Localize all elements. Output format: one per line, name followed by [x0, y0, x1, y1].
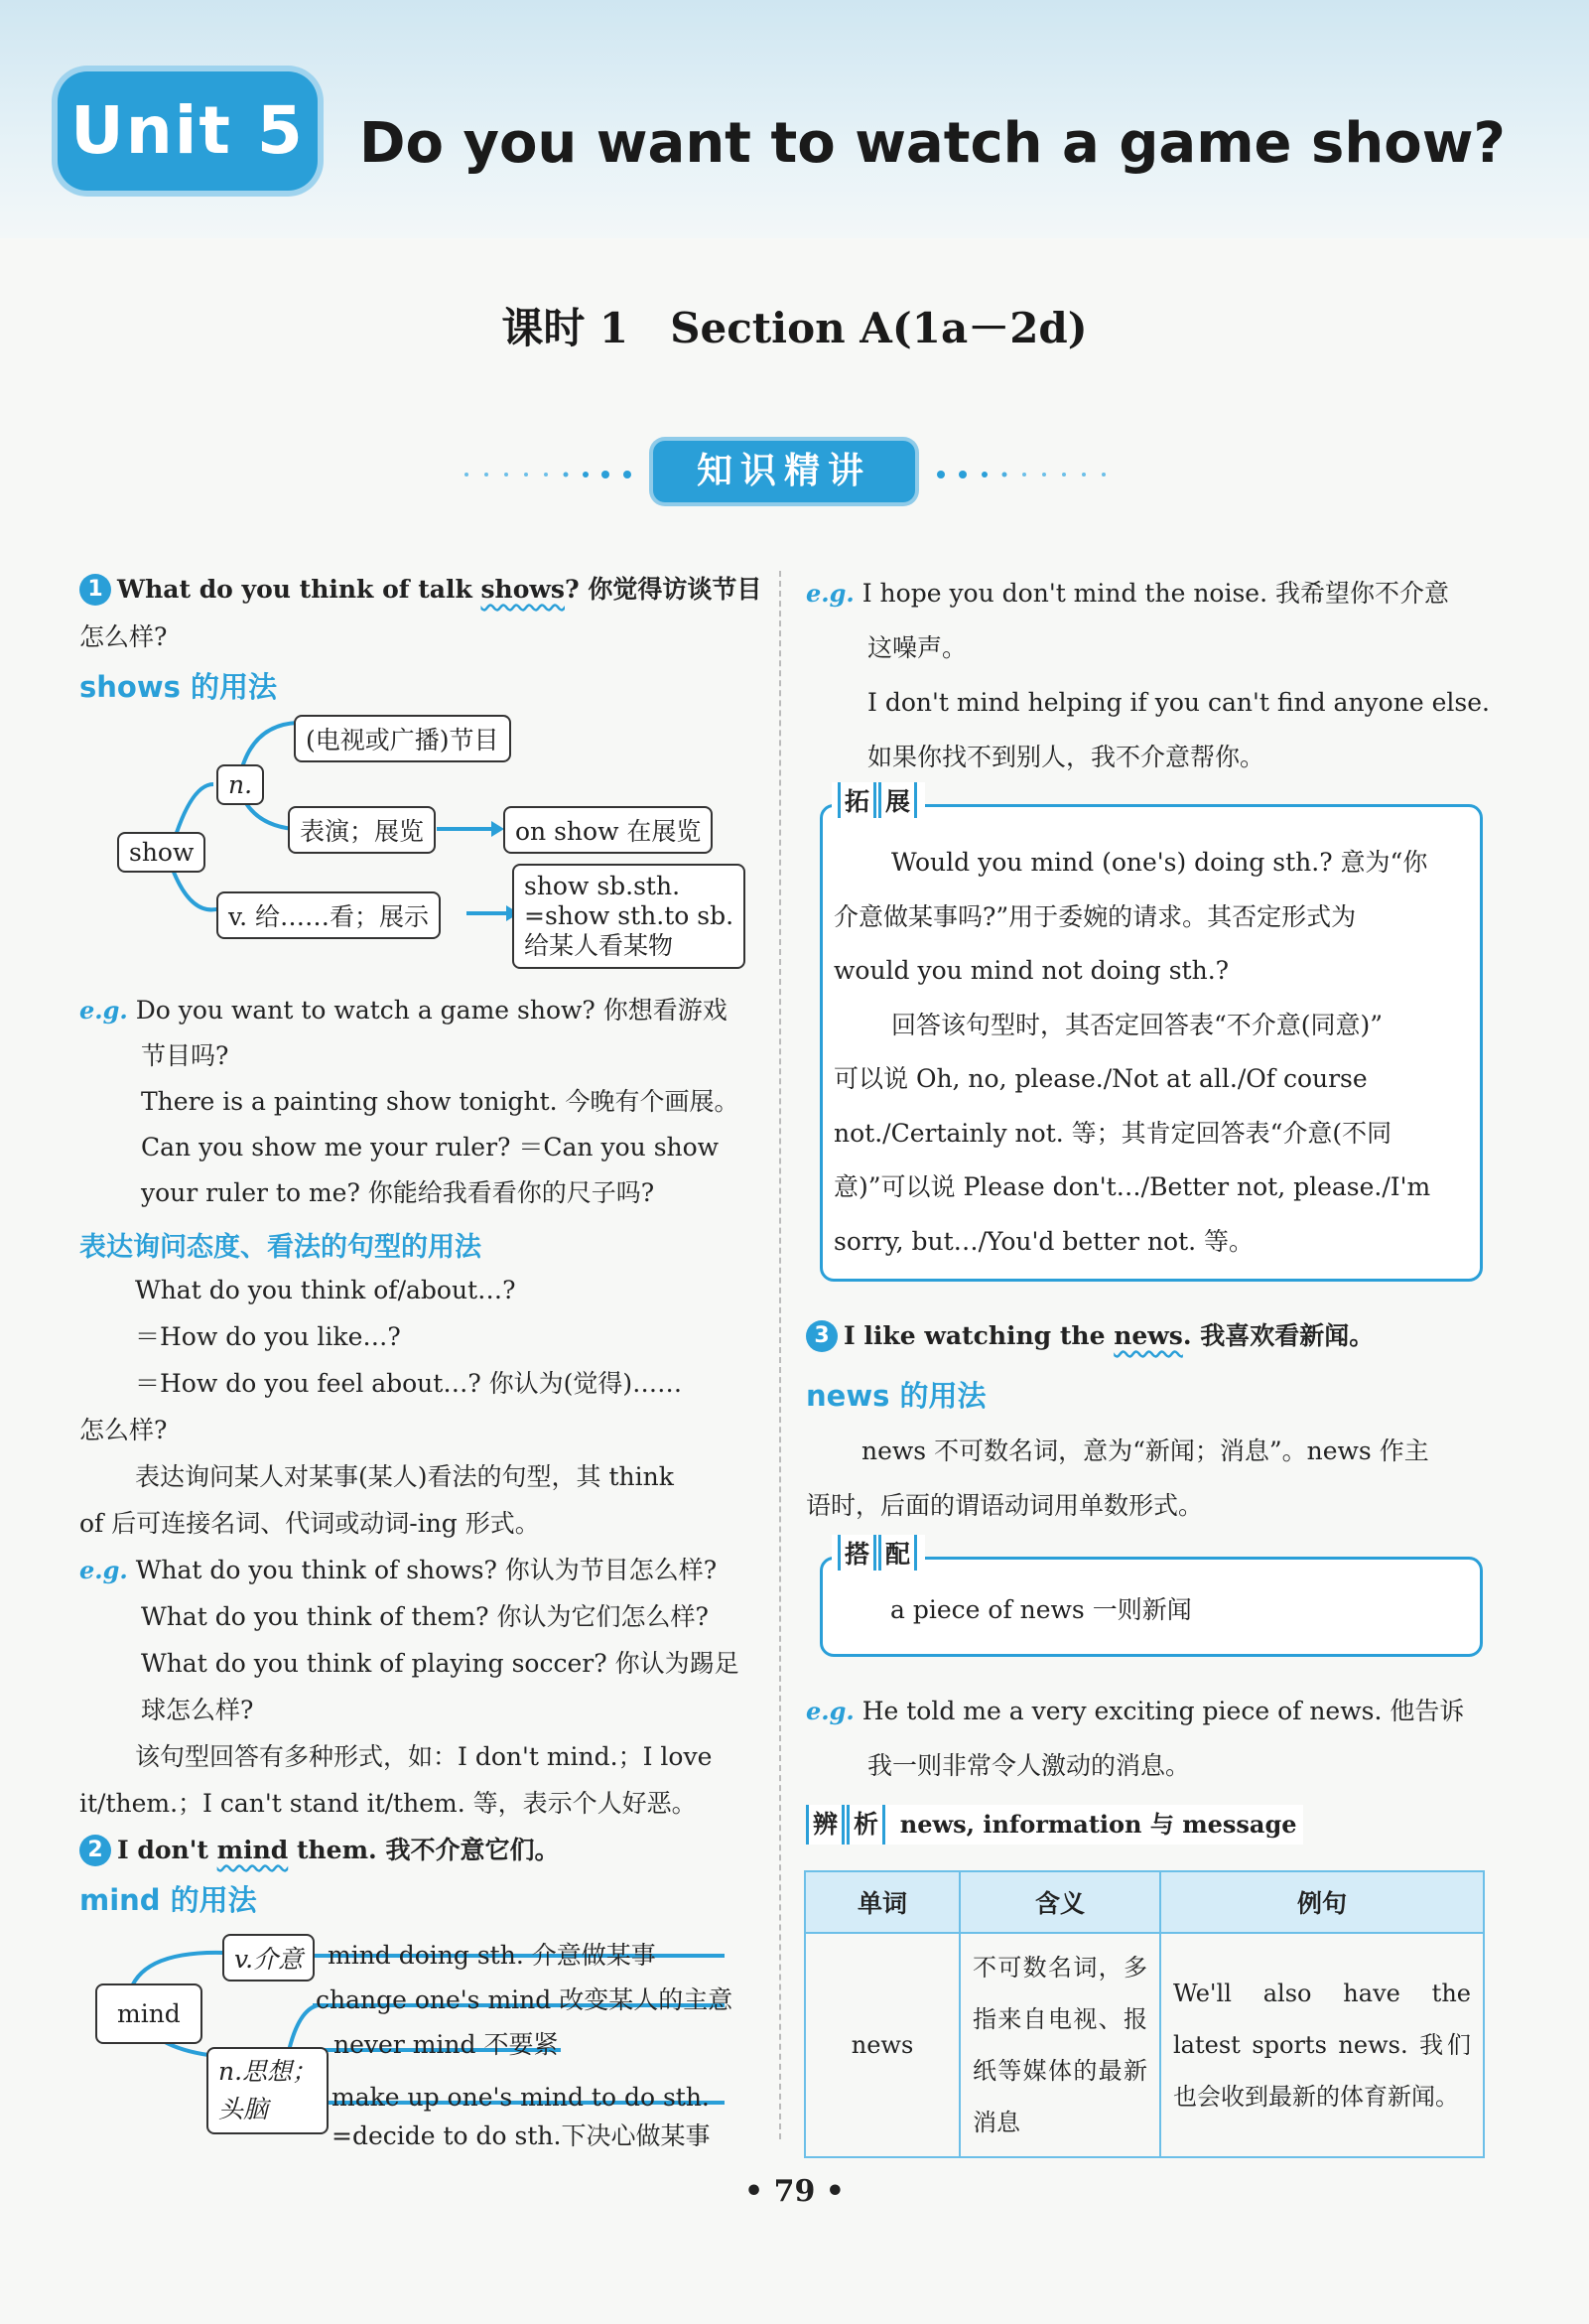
map-root-mind: mind	[95, 1983, 202, 2044]
keyword: shows	[480, 575, 565, 604]
eg-attitude	[79, 1547, 764, 1827]
text: Can you show me your ruler? ＝Can you show	[141, 1133, 720, 1162]
map-node-n: n.	[216, 764, 264, 805]
collocation-text: a piece of news 一则新闻	[890, 1595, 1192, 1624]
text: ? 你觉得访谈节目	[565, 575, 762, 604]
unit-badge: Unit 5	[58, 71, 318, 191]
map-node-never-mind: never mind 不要紧	[333, 2030, 559, 2059]
text: 该句型回答有多种形式，如：I don't mind.；I love	[135, 1742, 713, 1771]
attitude-heading: 表达询问态度、看法的句型的用法	[79, 1232, 481, 1263]
text: 介意做某事吗?”用于委婉的请求。其否定形式为	[834, 901, 1357, 931]
text: 如果你找不到别人，我不介意帮你。	[867, 743, 1265, 771]
tag-char: 辨	[806, 1805, 845, 1845]
mind-heading: mind 的用法	[79, 1883, 257, 1917]
comparison-table	[804, 1870, 1485, 2158]
text: I don't	[117, 1836, 217, 1864]
map-node-decide: =decide to do sth.下决心做某事	[331, 2121, 711, 2150]
tag-char: 展	[878, 782, 917, 818]
text: 怎么样?	[79, 622, 168, 651]
table-header: 例句	[1160, 1871, 1484, 1933]
table-row	[805, 1933, 1484, 2157]
tag-char: 析	[847, 1805, 885, 1845]
eg-shows	[79, 988, 764, 1216]
text: sorry, but…/You'd better not. 等。	[834, 1226, 1255, 1256]
tag-char: 拓	[838, 782, 876, 818]
table-cell: 不可数名词，多指来自电视、报纸等媒体的最新消息	[960, 1933, 1160, 2157]
keyword: news	[1114, 1321, 1183, 1350]
text: 语时，后面的谓语动词用单数形式。	[806, 1491, 1204, 1520]
eg-news	[806, 1684, 1501, 1793]
text: There is a painting show tonight. 今晚有个画展。	[141, 1087, 739, 1116]
text: 我一则非常令人激动的消息。	[867, 1751, 1191, 1780]
text: What do you think of talk	[117, 575, 481, 604]
tag-char: 配	[878, 1535, 917, 1571]
table-header: 含义	[960, 1871, 1160, 1933]
map-node-verb-usage	[512, 864, 745, 969]
attitude-text	[79, 1267, 764, 1547]
text: What do you think of shows? 你认为节目怎么样?	[135, 1556, 718, 1584]
map-node-change-mind: change one's mind 改变某人的主意	[316, 1985, 733, 2014]
text: What do you think of/about…?	[135, 1276, 516, 1304]
text: I hope you don't mind the noise. 我希望你不介意	[861, 579, 1449, 608]
eg-tag: e.g.	[79, 996, 128, 1025]
dots-right-icon	[925, 471, 1114, 478]
text: not./Certainly not. 等；其肯定回答表“介意(不同	[834, 1118, 1392, 1148]
text: He told me a very exciting piece of news. 他告诉	[861, 1697, 1465, 1725]
distinguish-tag	[806, 1805, 1303, 1845]
map-node-v-mind: v.介意	[222, 1934, 315, 1982]
text: Do you want to watch a game show? 你想看游戏	[135, 996, 728, 1025]
text: =show sth.to sb.	[524, 901, 734, 930]
news-heading: news 的用法	[806, 1379, 987, 1413]
table-header-row	[805, 1871, 1484, 1933]
map-node-mind-doing: mind doing sth. 介意做某事	[328, 1941, 656, 1970]
news-text	[806, 1424, 1501, 1533]
expand-text	[834, 836, 1469, 1269]
eg-mind	[806, 566, 1501, 784]
text: news 不可数名词，意为“新闻；消息”。news 作主	[861, 1436, 1429, 1465]
text: would you mind not doing sth.?	[834, 956, 1230, 985]
eg-tag: e.g.	[806, 579, 855, 608]
map-node-verb: v. 给……看；展示	[216, 891, 441, 939]
map-node-show-exhibit: 表演；展览	[288, 806, 436, 854]
map-node-program: (电视或广播)节目	[294, 715, 511, 762]
collocation-tag	[832, 1535, 925, 1571]
item-1	[79, 566, 764, 661]
map-node-make-up: make up one's mind to do sth.	[331, 2083, 710, 2112]
keyword: mind	[216, 1836, 289, 1864]
text: 节目吗?	[141, 1041, 229, 1070]
text: 怎么样?	[79, 1416, 168, 1444]
text: ＝How do you feel about…? 你认为(觉得)……	[135, 1369, 683, 1398]
text: 球怎么样?	[141, 1696, 254, 1724]
text: 头脑	[218, 2095, 269, 2123]
item-2	[79, 1827, 764, 1874]
text: 回答该句型时，其否定回答表“不介意(同意)”	[891, 1010, 1384, 1039]
text: What do you think of playing soccer? 你认为踢足	[141, 1649, 739, 1678]
text: 给某人看某物	[524, 931, 674, 960]
item-3	[806, 1312, 1501, 1360]
text: I like watching the	[844, 1321, 1115, 1350]
dots-left-icon	[457, 471, 645, 478]
eg-tag: e.g.	[79, 1556, 128, 1584]
table-header: 单词	[805, 1871, 960, 1933]
text: your ruler to me? 你能给我看看你的尺子吗?	[141, 1178, 655, 1207]
map-node-on-show: on show 在展览	[503, 806, 713, 854]
shows-heading: shows 的用法	[79, 670, 277, 704]
map-root-show: show	[117, 832, 205, 873]
section-label: 知识精讲	[653, 441, 915, 502]
text: 表达询问某人对某事(某人)看法的句型，其 think	[135, 1462, 674, 1491]
text: 这噪声。	[867, 633, 968, 662]
page-number: • 79 •	[744, 2174, 845, 2209]
text: it/them.；I can't stand it/them. 等，表示个人好恶。	[79, 1789, 697, 1818]
text: What do you think of them? 你认为它们怎么样?	[141, 1602, 709, 1631]
distinguish-title: news, information 与 message	[899, 1810, 1297, 1839]
text: ＝How do you like…?	[135, 1322, 401, 1351]
text: 可以说 Oh, no, please./Not at all./Of course	[834, 1064, 1368, 1093]
expand-tag	[832, 782, 925, 818]
item-number: 3	[806, 1320, 838, 1352]
unit-title: Do you want to watch a game show?	[359, 111, 1506, 176]
text: n.思想；	[218, 2057, 318, 2086]
table-cell: We'll also have the latest sports news. 我们也会收到最新的体育新闻。	[1160, 1933, 1484, 2157]
tag-char: 搭	[838, 1535, 876, 1571]
text: of 后可连接名词、代词或动词-ing 形式。	[79, 1509, 540, 1538]
eg-tag: e.g.	[806, 1697, 855, 1725]
text: . 我喜欢看新闻。	[1182, 1321, 1375, 1350]
item-number: 1	[79, 574, 111, 606]
text: I don't mind helping if you can't find anyone else.	[867, 688, 1490, 717]
lesson-title: 课时 1 Section A(1a－2d)	[501, 304, 1088, 352]
text: Would you mind (one's) doing sth.? 意为“你	[891, 848, 1428, 877]
column-divider	[779, 571, 781, 2139]
item-number: 2	[79, 1835, 111, 1866]
text: them. 我不介意它们。	[288, 1836, 560, 1864]
table-cell: news	[805, 1933, 960, 2157]
text: 意)”可以说 Please don't…/Better not, please./I'm	[834, 1172, 1431, 1201]
map-node-n-mind	[206, 2047, 329, 2134]
text: show sb.sth.	[524, 872, 681, 900]
